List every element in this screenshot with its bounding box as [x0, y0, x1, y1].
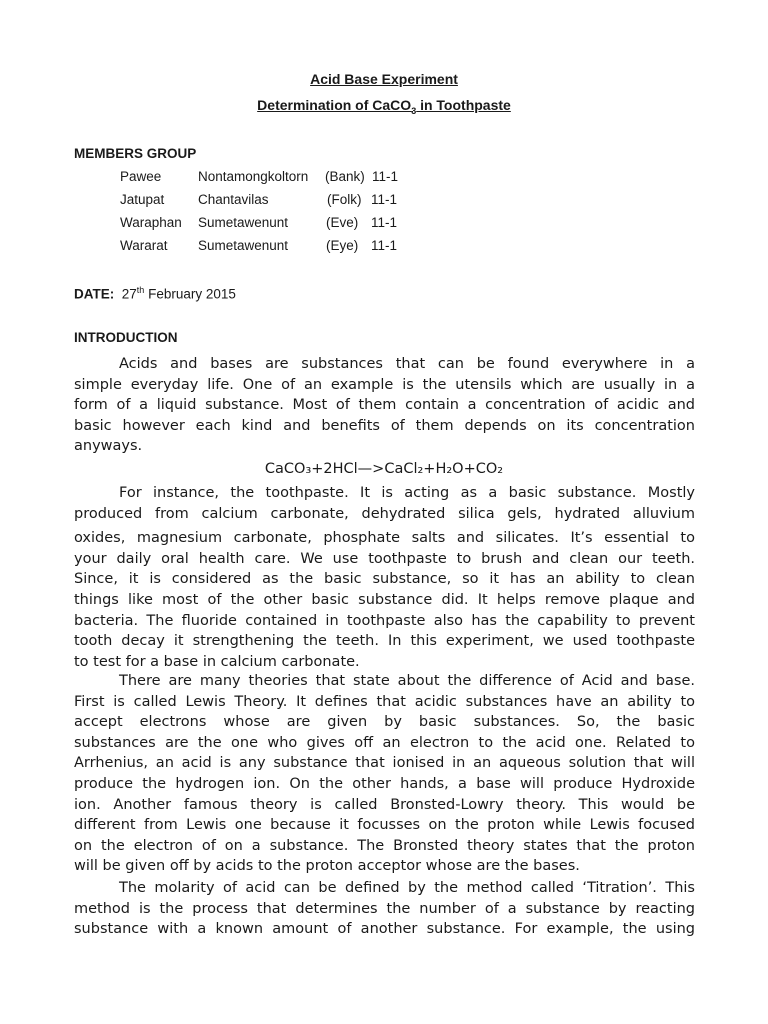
member-class: 11-1 — [371, 215, 398, 230]
member-nickname: (Eve) — [326, 215, 359, 230]
paragraph-line: to test for a base in calcium carbonate. — [74, 653, 360, 670]
paragraph-line: produced from calcium carbonate, dehydrated silica gels, hydrated alluvium — [74, 505, 695, 522]
paragraph-line: Arrhenius, an acid is any substance that ionised in an aqueous solution that will — [74, 755, 695, 772]
paragraph-line: form of a liquid substance. Most of them contain a concentration of acidic and — [74, 397, 695, 414]
paragraph-line: Since, it is considered as the basic substance, so it has an ability to clean — [74, 571, 695, 588]
paragraph-line: bacteria. The fluoride contained in toothpaste also has the capability to prevent — [74, 612, 695, 629]
paragraph-line: your daily oral health care. We use toothpaste to brush and clean our teeth. — [74, 550, 695, 567]
paragraph-line: There are many theories that state about the difference of Acid and base. — [119, 673, 695, 689]
paragraph-line: basic however each kind and benefits of them depends on its concentration — [74, 417, 695, 434]
member-first-name: Jatupat — [120, 192, 165, 207]
paragraph-line: things like most of the other basic substance did. It helps remove plaque and — [74, 591, 695, 608]
date-day: 27 — [121, 286, 137, 302]
date-line — [74, 285, 236, 302]
date-label: DATE: — [74, 286, 115, 302]
intro-paragraph-3 — [74, 671, 695, 877]
subtitle-text-end: in Toothpaste — [416, 97, 511, 113]
date-month-year: February 2015 — [148, 286, 236, 302]
paragraph-line: substance with a known amount of another substance. For example, the using — [74, 921, 695, 938]
intro-paragraph-2 — [74, 483, 695, 672]
member-last-name: Nontamongkoltorn — [198, 169, 309, 184]
document-title: Acid Base Experiment — [310, 71, 458, 87]
document-subtitle — [0, 97, 768, 116]
intro-paragraph-1 — [74, 354, 695, 457]
paragraph-line: The molarity of acid can be defined by the method called ‘Titration’. This — [119, 880, 695, 896]
paragraph-line: First is called Lewis Theory. It defines that acidic substances have an ability to — [74, 693, 695, 710]
subtitle-text-start: Determination of CaCO — [257, 97, 412, 113]
paragraph-line: method is the process that determines the number of a substance by reacting — [74, 900, 695, 917]
paragraph-line: anyways. — [74, 438, 143, 455]
member-nickname: (Folk) — [327, 192, 362, 207]
member-class: 11-1 — [371, 192, 398, 207]
paragraph-line: different from Lewis one because it focusses on the proton while Lewis focused — [74, 817, 695, 834]
member-first-name: Pawee — [120, 169, 162, 184]
member-first-name: Wararat — [120, 238, 168, 253]
member-last-name: Chantavilas — [198, 192, 269, 207]
member-nickname: (Bank) — [325, 169, 365, 184]
introduction-heading: INTRODUCTION — [74, 330, 178, 345]
paragraph-line: will be given off by acids to the proton acceptor whose are the bases. — [74, 858, 580, 875]
subtitle-subscript: 3 — [411, 105, 417, 116]
paragraph-line: accept electrons whose are given by basic substances. So, the basic — [74, 714, 695, 731]
members-heading: MEMBERS GROUP — [74, 146, 197, 161]
member-class: 11-1 — [372, 169, 399, 184]
paragraph-line: substances are the one who gives off an electron to the acid one. Related to — [74, 734, 695, 751]
paragraph-line: simple everyday life. One of an example is the utensils which are usually in a — [74, 376, 695, 393]
member-class: 11-1 — [371, 238, 398, 253]
paragraph-line: ion. Another famous theory is called Bronsted-Lowry theory. This would be — [74, 796, 695, 813]
paragraph-line: on the electron of on a substance. The Bronsted theory states that the proton — [74, 837, 695, 854]
paragraph-line: tooth decay it strengthening the teeth. In this experiment, we used toothpaste — [74, 633, 695, 650]
member-first-name: Waraphan — [120, 215, 182, 230]
paragraph-line: Acids and bases are substances that can be found everywhere in a — [119, 356, 695, 372]
paragraph-line: produce the hydrogen ion. On the other hands, a base will produce Hydroxide — [74, 775, 695, 792]
member-last-name: Sumetawenunt — [198, 238, 289, 253]
intro-paragraph-4 — [74, 878, 695, 940]
paragraph-line: For instance, the toothpaste. It is acting as a basic substance. Mostly — [119, 485, 695, 501]
date-day-suffix: th — [136, 285, 145, 295]
chemical-equation: CaCO₃+2HCl—>CaCl₂+H₂O+CO₂ — [264, 461, 504, 477]
member-last-name: Sumetawenunt — [198, 215, 289, 230]
paragraph-line: oxides, magnesium carbonate, phosphate salts and silicates. It’s essential to — [74, 530, 695, 547]
member-nickname: (Eye) — [326, 238, 359, 253]
